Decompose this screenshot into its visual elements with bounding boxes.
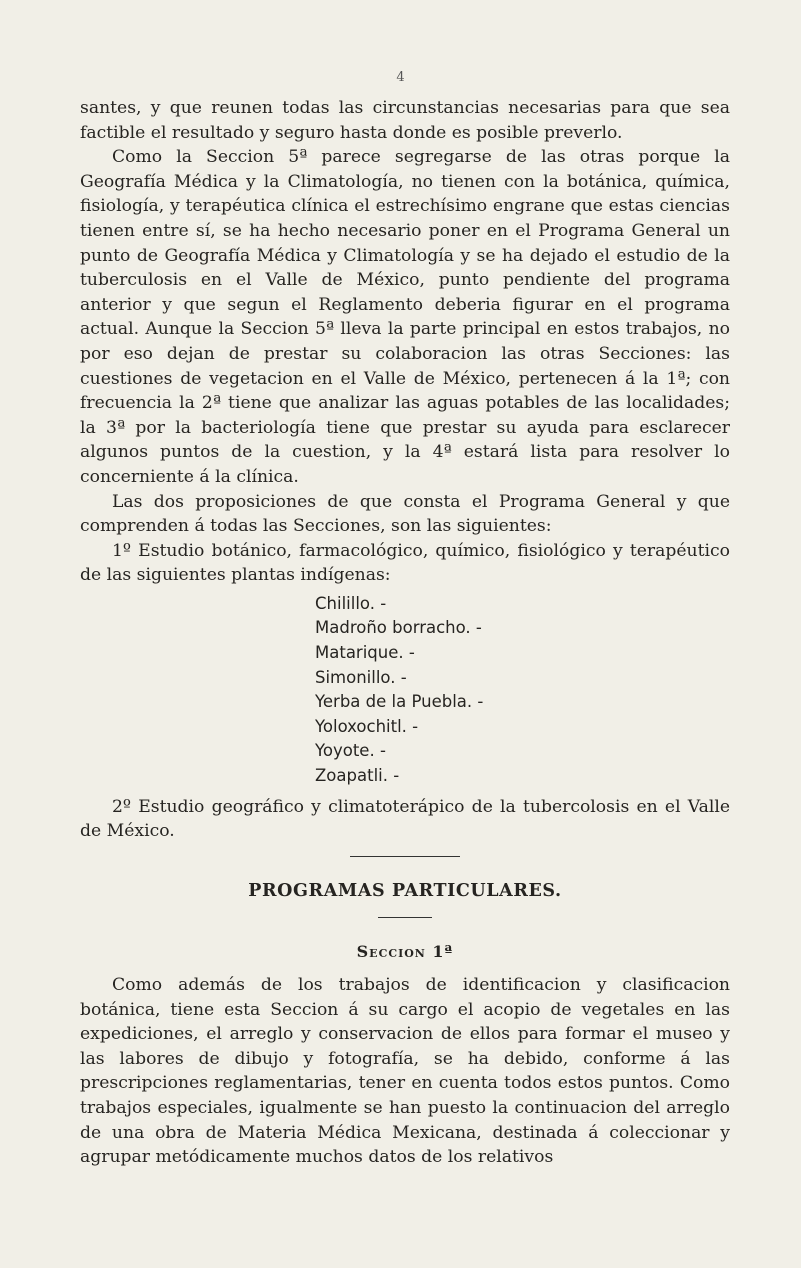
plant-item: Yoloxochitl. -: [315, 716, 419, 736]
paragraph: 1º Estudio botánico, farmacológico, químico, fisiológico y terapéutico de las siguientes plantas indígenas:: [80, 540, 730, 586]
plant-item: Yoyote. -: [315, 741, 386, 761]
plant-item: Zoapatli. -: [315, 766, 400, 786]
page-number: 4: [396, 70, 405, 85]
paragraph: Como además de los trabajos de identificacion y clasificacion botánica, tiene esta Seccion á su cargo el acopio de vegetales en las expediciones, el arreglo y conservacion de ellos para formar el museo y las labores de dibujo y fotografía, se ha debido, conforme á las prescripciones reglamentarias, tener en cuenta todos estos puntos. Como trabajos especiales, igualmente se han puesto la continuacion del arreglo de una obra de Materia Médica Mexicana, destinada á coleccionar y agrupar metódicamente muchos datos de los relativos: [80, 975, 730, 1168]
plant-item: Yerba de la Puebla. -: [315, 692, 484, 712]
paragraph: Las dos proposiciones de que consta el Programa General y que comprenden á todas las Secciones, son las siguientes:: [80, 491, 730, 537]
body-text: [80, 96, 730, 1170]
plant-item: Matarique. -: [315, 643, 415, 663]
plant-item: Chilillo. -: [315, 593, 387, 613]
paragraph: Como la Seccion 5ª parece segregarse de las otras porque la Geografía Médica y la Climatología, no tienen con la botánica, química, fisiología, y terapéutica clínica el estrechísimo engrane que estas ciencias tienen entre sí, se ha hecho necesario poner en el Programa General un punto de Geografía Médica y Climatología y se ha dejado el estudio de la tuberculosis en el Valle de México, punto pendiente del programa anterior y que segun el Reglamento deberia figurar en el programa actual. Aunque la Seccion 5ª lleva la parte principal en estos trabajos, no por eso dejan de prestar su colaboracion las otras Secciones: las cuestiones de vegetacion en el Valle de México, pertenecen á la 1ª; con frecuencia la 2ª tiene que analizar las aguas potables de las localidades; la 3ª por la bacteriología tiene que prestar su ayuda para esclarecer algunos puntos de la cuestion, y la 4ª estará lista para resolver lo concerniente á la clínica.: [80, 147, 730, 487]
section-subheading: Seccion 1ª: [356, 942, 454, 962]
plant-list: [80, 592, 730, 789]
divider: [350, 856, 460, 857]
divider: [378, 917, 432, 918]
paragraph: santes, y que reunen todas las circunstancias necesarias para que sea factible el resultado y seguro hasta donde es posible preverlo.: [80, 98, 730, 143]
section-heading: PROGRAMAS PARTICULARES.: [248, 880, 562, 901]
paragraph: 2º Estudio geográfico y climatoterápico de la tubercolosis en el Valle de México.: [80, 796, 730, 842]
plant-item: Madroño borracho. -: [315, 618, 482, 638]
plant-item: Simonillo. -: [315, 667, 407, 687]
